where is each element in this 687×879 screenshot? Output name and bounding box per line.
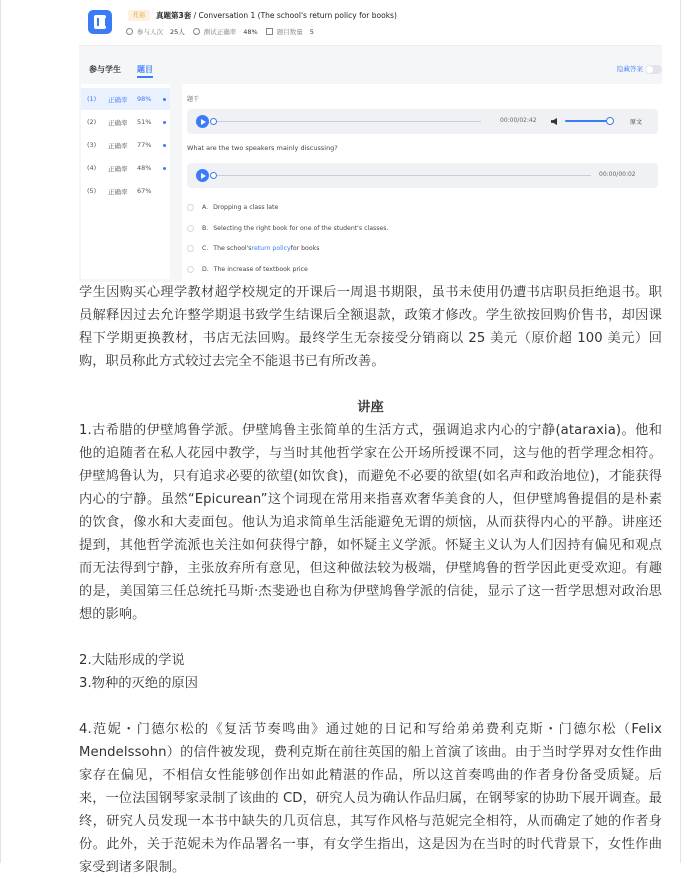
question-text: What are the two speakers mainly discussing? [187, 144, 338, 152]
assignment-meta [126, 27, 322, 36]
question-list-item[interactable] [81, 111, 170, 133]
section-title: 讲座 [357, 400, 384, 415]
question-accuracy-label: 正确率 [108, 142, 128, 150]
option-text: Selecting the right book for one of the student's classes. [213, 225, 389, 232]
assignment-title [156, 9, 397, 22]
exam-badge: 托福 [128, 10, 150, 21]
question-accuracy-value: 67% [137, 187, 152, 195]
tab-questions[interactable]: 题目 [137, 64, 153, 78]
tab-students[interactable]: 参与学生 [89, 65, 121, 74]
status-dot-icon [163, 167, 166, 170]
participants-icon [126, 28, 133, 35]
play-icon[interactable] [196, 169, 209, 182]
status-dot-icon [163, 144, 166, 147]
question-count-value: 5 [309, 27, 314, 36]
radio-icon[interactable] [187, 225, 194, 232]
assignment-header [79, 0, 662, 46]
participants-value: 25人 [170, 28, 185, 36]
article-body [79, 281, 662, 879]
question-count-icon [266, 28, 273, 35]
option-letter: C. [202, 245, 209, 252]
question-accuracy-label: 正确率 [108, 188, 128, 196]
hide-answers-toggle[interactable] [645, 65, 662, 74]
question-list-item[interactable] [81, 180, 170, 202]
question-number: (2) [87, 118, 97, 126]
play-icon[interactable] [196, 115, 209, 128]
stem-label: 题干 [187, 96, 200, 103]
question-number: (1) [87, 95, 97, 103]
transcript-link[interactable]: 原文 [630, 119, 643, 126]
question-accuracy-value: 51% [137, 118, 152, 126]
question-accuracy-value: 98% [137, 95, 152, 103]
question-list-item[interactable] [81, 134, 170, 156]
volume-handle[interactable] [606, 117, 614, 125]
question-number: (4) [87, 164, 97, 172]
audio-progress-handle[interactable] [210, 172, 217, 179]
spacer [79, 626, 662, 649]
option-text: The increase of textbook price [213, 266, 308, 273]
hide-answers-label: 隐藏答案 [617, 65, 643, 73]
question-list-item[interactable] [81, 157, 170, 179]
option-text-before: The school's [213, 245, 252, 252]
question-count-label: 题目数量 [276, 28, 303, 36]
question-list [81, 84, 170, 279]
audio-progress-track[interactable] [211, 175, 591, 176]
accuracy-value: 48% [243, 27, 258, 36]
option-letter: D. [202, 266, 209, 273]
status-dot-icon [163, 98, 166, 101]
question-list-item[interactable] [81, 88, 170, 110]
assignment-title-name: / Conversation 1 (The school's return policy for books) [191, 11, 397, 20]
answer-option[interactable] [187, 266, 308, 273]
conversation-summary: 学生因购买心理学教材超学校规定的开课后一周退书期限，虽书未使用仍遭书店职员拒绝退书。职员解释因过去允许整学期退书致学生结课后全额退款，政策才修改。学生欲按回购价售书，却因课程下学期更换教材，书店无法回购。最终学生无奈接受分销商以 25 美元（原价超 100 美元）回购，职员称此方式较过去完全不能退书已有所改善。 [79, 285, 662, 369]
question-number: (5) [87, 187, 97, 195]
assignment-title-set: 真题第3套 [156, 11, 192, 20]
question-accuracy-label: 正确率 [108, 119, 128, 127]
stem-audio-player [187, 109, 658, 134]
question-accuracy-label: 正确率 [108, 165, 128, 173]
embedded-screenshot [79, 0, 662, 282]
question-panel [182, 84, 662, 282]
audio-progress-handle[interactable] [210, 118, 217, 125]
lecture-paragraph-4: 4.范妮・门德尔松的《复活节奏鸣曲》通过她的日记和写给弟弟费利克斯・门德尔松（Felix Mendelssohn）的信件被发现，费利克斯在前往英国的船上首演了该曲。由于当时学界对女性作曲家存在偏见，不相信女性能够创作出如此精湛的作品，所以这首奏鸣曲的作者身份备受质疑。后来，一位法国钢琴家录制了该曲的 CD，研究人员为确认作品归属，在钢琴家的协助下展开调查。最终，研究人员发现一本书中缺失的几页信息，其写作风格与范妮完全相符，从而确定了她的作者身份。此外，关于范妮未为作品署名一事，有女学生指出，这是因为在当时的时代背景下，女性作曲家受到诸多限制。 [79, 722, 662, 875]
volume-icon[interactable] [551, 118, 557, 125]
question-number: (3) [87, 141, 97, 149]
accuracy-icon [193, 28, 200, 35]
volume-slider[interactable] [565, 120, 609, 122]
status-dot-icon [163, 121, 166, 124]
option-text: Dropping a class late [213, 204, 279, 211]
audio-time: 00:00/00:02 [599, 171, 636, 178]
answer-option[interactable] [187, 245, 319, 252]
lecture-paragraph-3: 3.物种的灭绝的原因 [79, 676, 199, 691]
question-audio-player [187, 163, 658, 188]
question-accuracy-value: 77% [137, 141, 152, 149]
lecture-paragraph-1: 1.古希腊的伊壁鸠鲁学派。伊壁鸠鲁主张简单的生活方式，强调追求内心的宁静(ataraxia)。他和他的追随者在私人花园中教学，与当时其他哲学家在公开场所授课不同，这与他的哲学理念相符。伊壁鸠鲁认为，只有追求必要的欲望(如饮食)，而避免不必要的欲望(如名声和政治地位)，才能获得内心的宁静。虽然“Epicurean”这个词现在常用来指喜欢奢华美食的人，但伊壁鸠鲁提倡的是朴素的饮食，像水和大麦面包。他认为追求简单生活能避免无谓的烦恼，从而获得内心的平静。讲座还提到，其他哲学流派也关注如何获得宁静，如怀疑主义学派。怀疑主义认为人们因持有偏见和观点而无法得到宁静，主张放弃所有意见，但这种做法较为极端，伊壁鸠鲁的哲学因此更受欢迎。有趣的是，美国第三任总统托马斯·杰斐逊也自称为伊壁鸠鲁学派的信徒，显示了这一哲学思想对政治思想的影响。 [79, 423, 662, 622]
lecture-paragraph-2: 2.大陆形成的学说 [79, 653, 185, 668]
audio-time: 00:00/02:42 [500, 117, 537, 124]
document-icon [88, 10, 112, 34]
accuracy-label: 测试正确率 [203, 28, 237, 36]
question-accuracy-value: 48% [137, 164, 152, 172]
option-letter: B. [202, 225, 209, 232]
radio-icon[interactable] [187, 204, 194, 211]
audio-progress-track[interactable] [211, 121, 481, 122]
option-text-after: for books [290, 245, 320, 252]
option-text-link: return policy [251, 245, 291, 252]
radio-icon[interactable] [187, 266, 194, 273]
spacer [79, 695, 662, 718]
question-accuracy-label: 正确率 [108, 96, 128, 104]
page-border-right [680, 0, 681, 863]
participants-label: 参与人次 [137, 28, 163, 36]
option-letter: A. [202, 204, 209, 211]
radio-icon[interactable] [187, 245, 194, 252]
answer-option[interactable] [187, 225, 388, 232]
page-border-left [0, 0, 1, 863]
answer-option[interactable] [187, 204, 278, 211]
